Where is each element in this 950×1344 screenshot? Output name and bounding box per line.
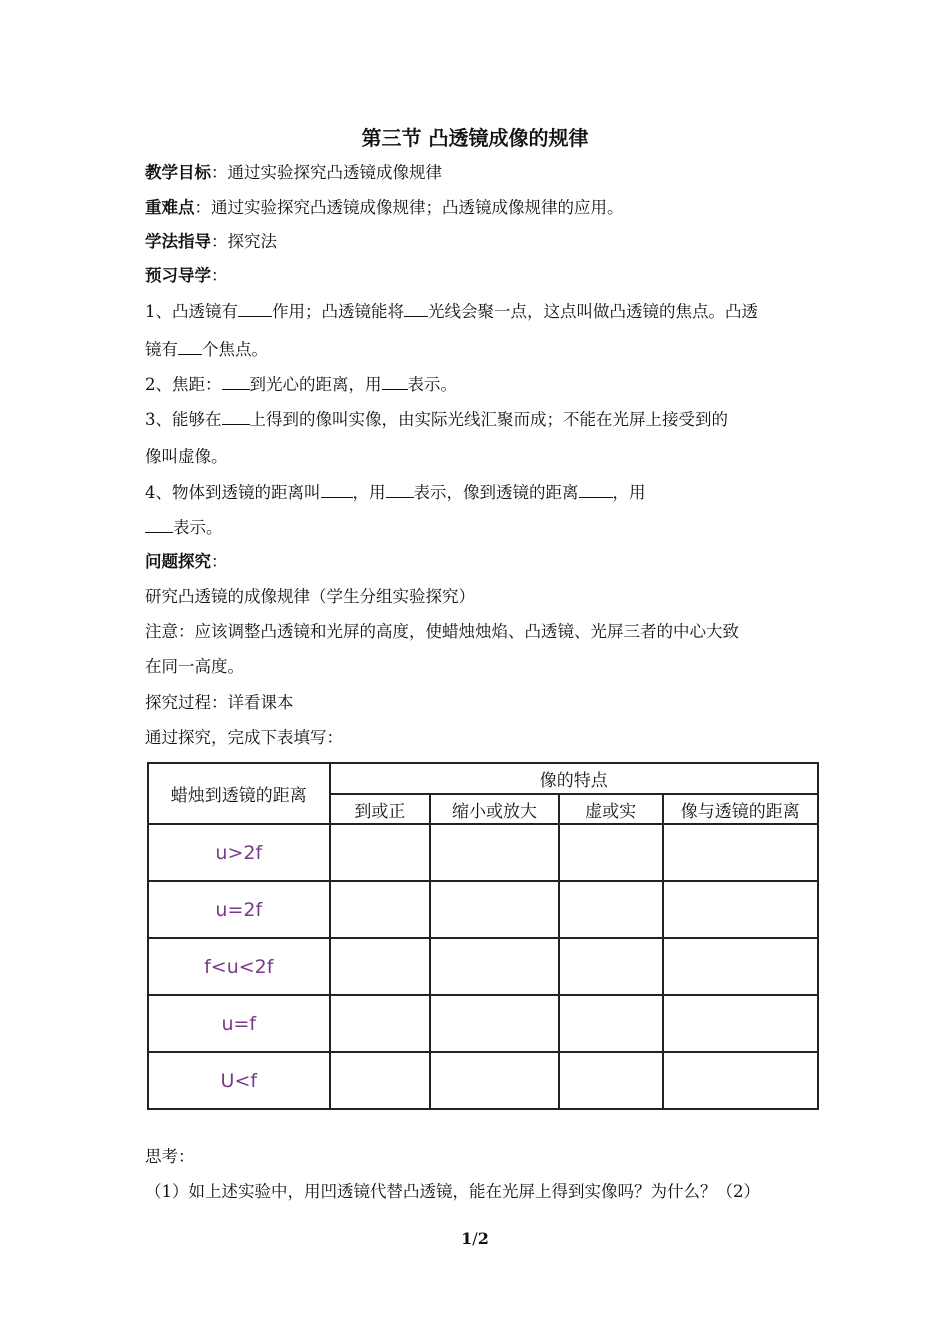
q4-text-e: 表示。 <box>173 518 223 537</box>
answer-cell[interactable] <box>330 995 431 1052</box>
answer-cell[interactable] <box>559 824 663 881</box>
method-label: 学法指导 <box>145 232 211 251</box>
question-3-line-1 <box>145 408 810 431</box>
table-row <box>148 995 818 1052</box>
note-line-2: 在同一高度。 <box>145 657 244 676</box>
condition-cell: U<f <box>148 1052 330 1109</box>
question-3-line-2 <box>145 446 810 468</box>
answer-cell[interactable] <box>330 1052 431 1109</box>
q4-text-a: 4、物体到透镜的距离叫 <box>145 483 321 502</box>
header-candle-distance: 蜡烛到透镜的距离 <box>148 763 330 824</box>
blank[interactable] <box>382 373 408 390</box>
answer-cell[interactable] <box>559 1052 663 1109</box>
think-heading: 思考： <box>145 1147 195 1166</box>
objectives-line <box>145 162 810 184</box>
condition-cell: u=f <box>148 995 330 1052</box>
table-row <box>148 938 818 995</box>
answer-cell[interactable] <box>430 938 559 995</box>
objectives-label: 教学目标 <box>145 163 211 182</box>
header-image-features: 像的特点 <box>330 763 818 794</box>
question-4-line-1 <box>145 481 810 504</box>
answer-cell[interactable] <box>330 824 431 881</box>
page-number <box>0 1229 950 1248</box>
blank[interactable] <box>579 481 613 498</box>
key-points-text: 通过实验探究凸透镜成像规律；凸透镜成像规律的应用。 <box>211 198 624 217</box>
process-line: 探究过程：详看课本 <box>145 693 294 712</box>
blank[interactable] <box>222 373 250 390</box>
header-size: 缩小或放大 <box>430 794 559 824</box>
q1-text-d: 镜有 <box>145 340 178 359</box>
answer-cell[interactable] <box>663 824 819 881</box>
q4-text-b: ，用 <box>352 483 386 502</box>
study-line: 研究凸透镜的成像规律（学生分组实验探究） <box>145 587 475 606</box>
q2-text-c: 表示。 <box>407 375 457 394</box>
answer-cell[interactable] <box>663 938 819 995</box>
q3-text-c: 像叫虚像。 <box>145 447 228 466</box>
method-text: 探究法 <box>227 232 277 251</box>
explore-heading <box>145 551 810 573</box>
q1-text-e: 个焦点。 <box>202 340 268 359</box>
condition-cell: f<u<2f <box>148 938 330 995</box>
q4-text-c: 表示，像到透镜的距离 <box>413 483 579 502</box>
blank[interactable] <box>386 481 414 498</box>
key-points-label: 重难点 <box>145 198 195 217</box>
answer-cell[interactable] <box>430 1052 559 1109</box>
preview-label: 预习导学 <box>145 266 211 285</box>
q2-text-a: 2、焦距： <box>145 375 222 394</box>
method-sep: ： <box>211 232 228 251</box>
question-2-line <box>145 373 810 396</box>
table-row <box>148 881 818 938</box>
answer-cell[interactable] <box>330 938 431 995</box>
blank[interactable] <box>178 338 202 355</box>
blank[interactable] <box>321 481 353 498</box>
table-row <box>148 1052 818 1109</box>
explore-label: 问题探究 <box>145 552 211 571</box>
note-line-1: 注意：应该调整凸透镜和光屏的高度，使蜡烛烛焰、凸透镜、光屏三者的中心大致 <box>145 622 739 641</box>
page-title: 第三节 凸透镜成像的规律 <box>361 126 589 150</box>
header-real-virtual: 虚或实 <box>559 794 663 824</box>
answer-cell[interactable] <box>559 995 663 1052</box>
blank[interactable] <box>222 408 250 425</box>
header-orientation: 到或正 <box>330 794 431 824</box>
answer-cell[interactable] <box>663 1052 819 1109</box>
page-separator: / <box>472 1229 478 1248</box>
preview-heading <box>145 265 810 287</box>
q3-text-a: 3、能够在 <box>145 410 222 429</box>
answer-cell[interactable] <box>663 995 819 1052</box>
answer-cell[interactable] <box>330 881 431 938</box>
fill-instruction: 通过探究，完成下表填写： <box>145 728 343 747</box>
key-points-sep: ： <box>194 198 211 217</box>
blank[interactable] <box>145 516 173 533</box>
blank[interactable] <box>238 300 272 317</box>
method-line <box>145 231 810 253</box>
objectives-sep: ： <box>211 163 228 182</box>
answer-cell[interactable] <box>559 938 663 995</box>
q3-text-b: 上得到的像叫实像，由实际光线汇聚而成；不能在光屏上接受到的 <box>249 410 728 429</box>
q4-text-d: ，用 <box>612 483 646 502</box>
think-question-1: （1）如上述实验中，用凹透镜代替凸透镜，能在光屏上得到实像吗？为什么？（2） <box>145 1182 760 1201</box>
page-total: 2 <box>477 1229 489 1248</box>
objectives-text: 通过实验探究凸透镜成像规律 <box>227 163 442 182</box>
condition-cell: u>2f <box>148 824 330 881</box>
question-1-line-1 <box>145 300 810 323</box>
q1-text-c: 光线会聚一点，这点叫做凸透镜的焦点。凸透 <box>428 302 758 321</box>
condition-cell: u=2f <box>148 881 330 938</box>
key-points-line <box>145 197 810 219</box>
q1-text-a: 1、凸透镜有 <box>145 302 238 321</box>
explore-sep: ： <box>211 552 228 571</box>
q1-text-b: 作用；凸透镜能将 <box>272 302 404 321</box>
page-current: 1 <box>461 1229 473 1248</box>
answer-cell[interactable] <box>430 995 559 1052</box>
header-image-distance: 像与透镜的距离 <box>663 794 819 824</box>
preview-sep: ： <box>211 266 228 285</box>
table-row <box>148 824 818 881</box>
blank[interactable] <box>404 300 428 317</box>
answer-cell[interactable] <box>663 881 819 938</box>
experiment-table <box>147 762 819 1110</box>
q2-text-b: 到光心的距离，用 <box>249 375 382 394</box>
answer-cell[interactable] <box>430 824 559 881</box>
answer-cell[interactable] <box>559 881 663 938</box>
question-1-line-2 <box>145 338 810 361</box>
question-4-line-2 <box>145 516 810 539</box>
answer-cell[interactable] <box>430 881 559 938</box>
